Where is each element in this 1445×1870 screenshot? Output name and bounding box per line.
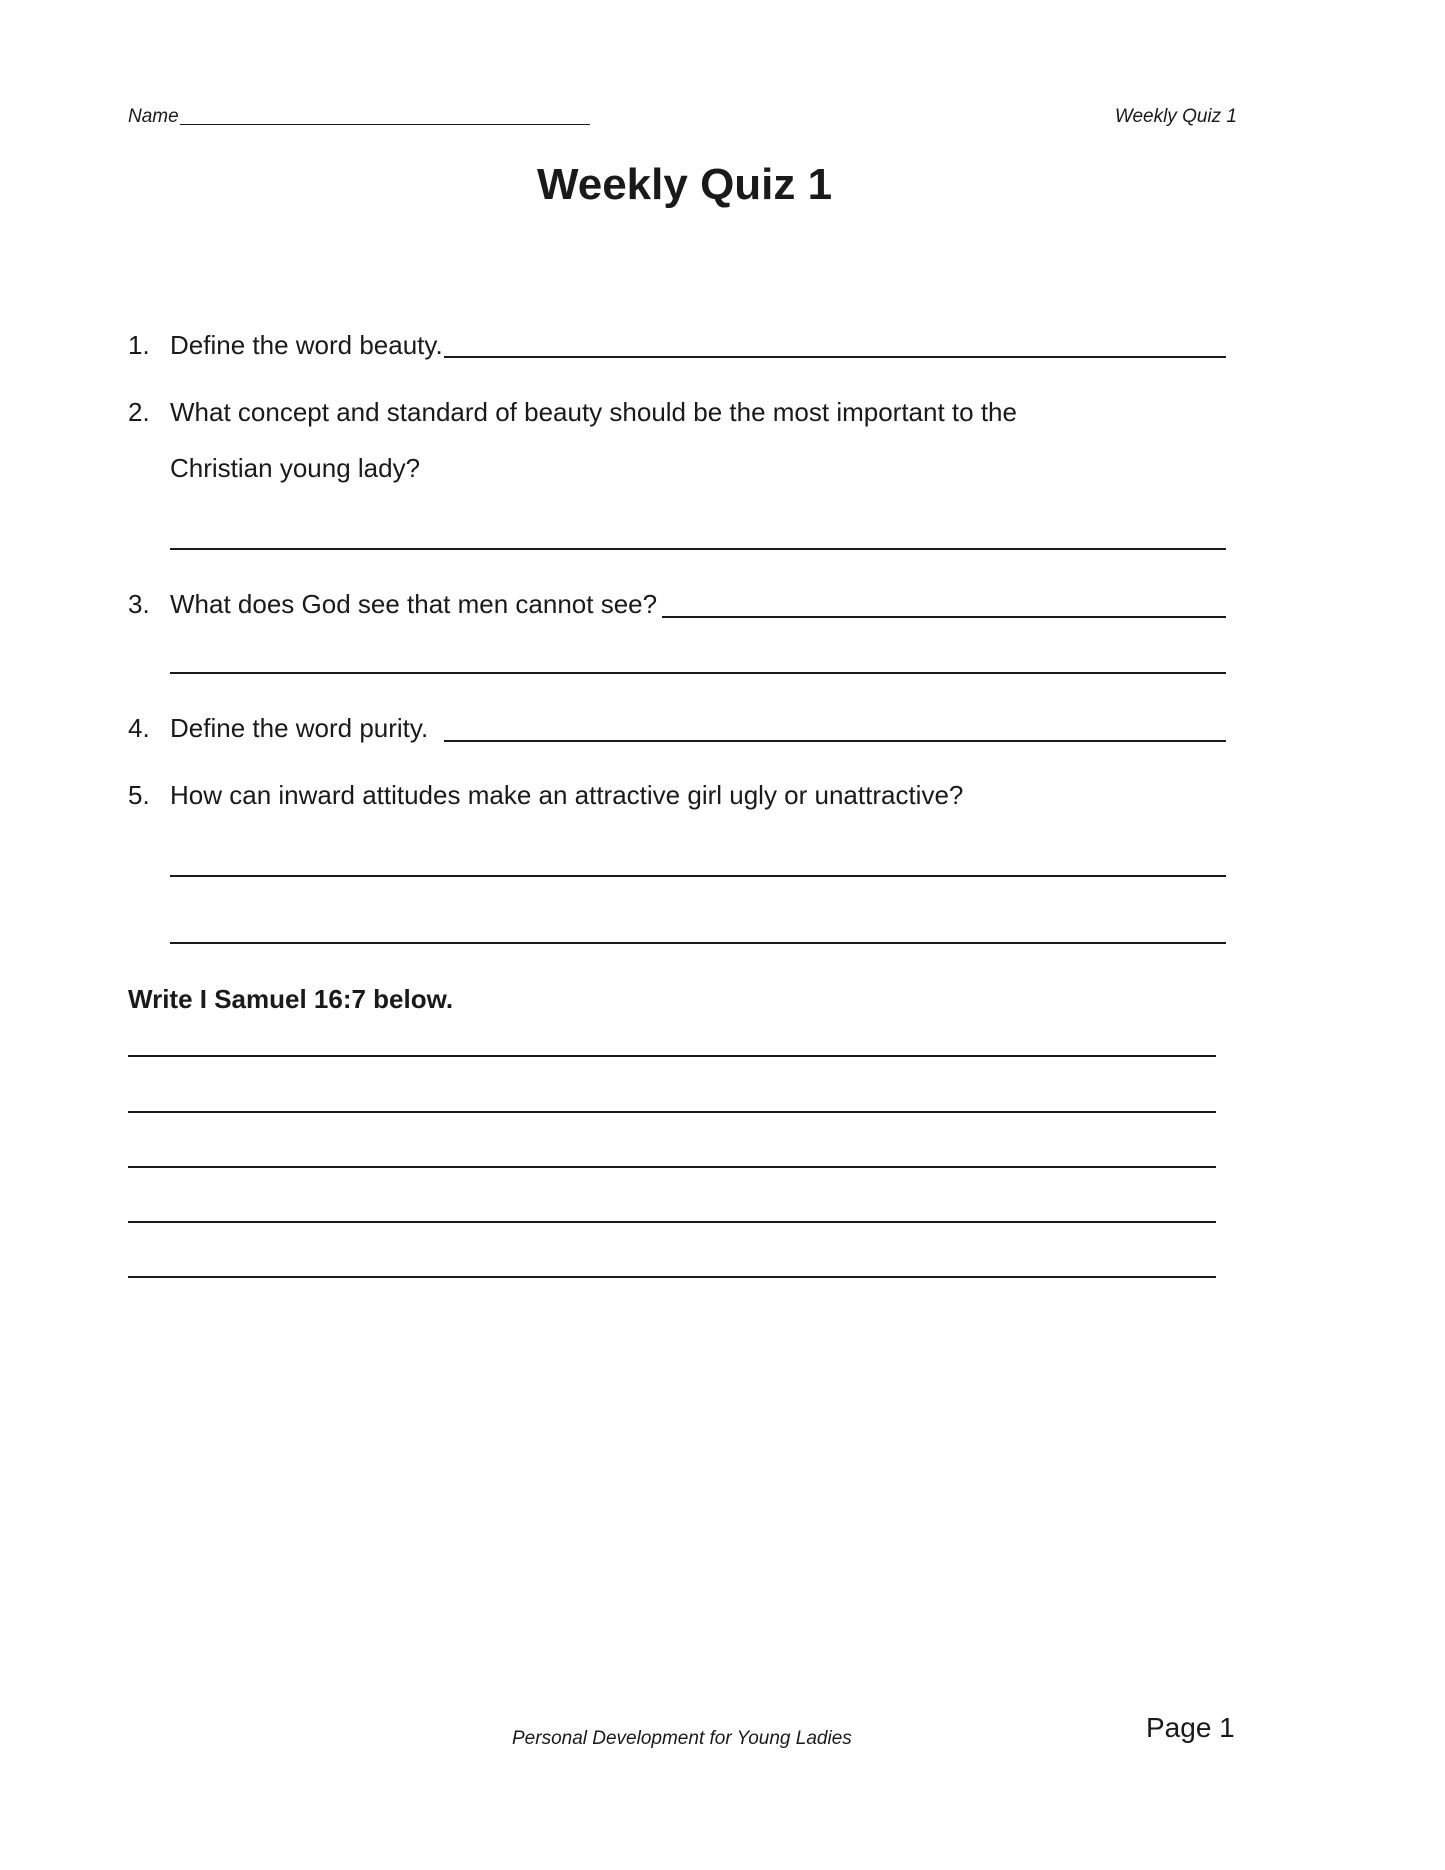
question-text-2: What concept and standard of beauty should be the most important to the: [170, 397, 1017, 427]
question-number-1: 1.: [128, 330, 150, 360]
answer-line-1[interactable]: [444, 356, 1226, 358]
scripture-line-4[interactable]: [128, 1221, 1216, 1223]
question-number-4: 4.: [128, 713, 150, 743]
scripture-line-2[interactable]: [128, 1111, 1216, 1113]
header-quiz-label: Weekly Quiz 1: [1114, 106, 1237, 127]
name-field[interactable]: [180, 124, 590, 125]
question-text-5: How can inward attitudes make an attractive girl ugly or unattractive?: [170, 780, 964, 810]
answer-line-4[interactable]: [444, 740, 1226, 742]
scripture-line-3[interactable]: [128, 1166, 1216, 1168]
answer-line-5a[interactable]: [170, 875, 1226, 877]
scripture-line-1[interactable]: [128, 1055, 1216, 1057]
footer-book-title: Personal Development for Young Ladies: [512, 1728, 852, 1749]
question-number-3: 3.: [128, 589, 150, 619]
question-number-2: 2.: [128, 397, 150, 427]
question-text-3: What does God see that men cannot see?: [170, 589, 658, 619]
page-title: Weekly Quiz 1: [537, 160, 833, 209]
answer-line-3b[interactable]: [170, 672, 1226, 674]
answer-line-5b[interactable]: [170, 942, 1226, 944]
answer-line-3a[interactable]: [662, 616, 1226, 618]
scripture-heading: Write I Samuel 16:7 below.: [128, 984, 454, 1014]
name-label: Name: [128, 106, 179, 127]
question-text-4: Define the word purity.: [170, 713, 429, 743]
answer-line-2[interactable]: [170, 548, 1226, 550]
question-text-2-continued: Christian young lady?: [170, 453, 421, 483]
question-text-1: Define the word beauty.: [170, 330, 443, 360]
scripture-line-5[interactable]: [128, 1276, 1216, 1278]
question-number-5: 5.: [128, 780, 150, 810]
page-number: Page 1: [1146, 1712, 1235, 1743]
